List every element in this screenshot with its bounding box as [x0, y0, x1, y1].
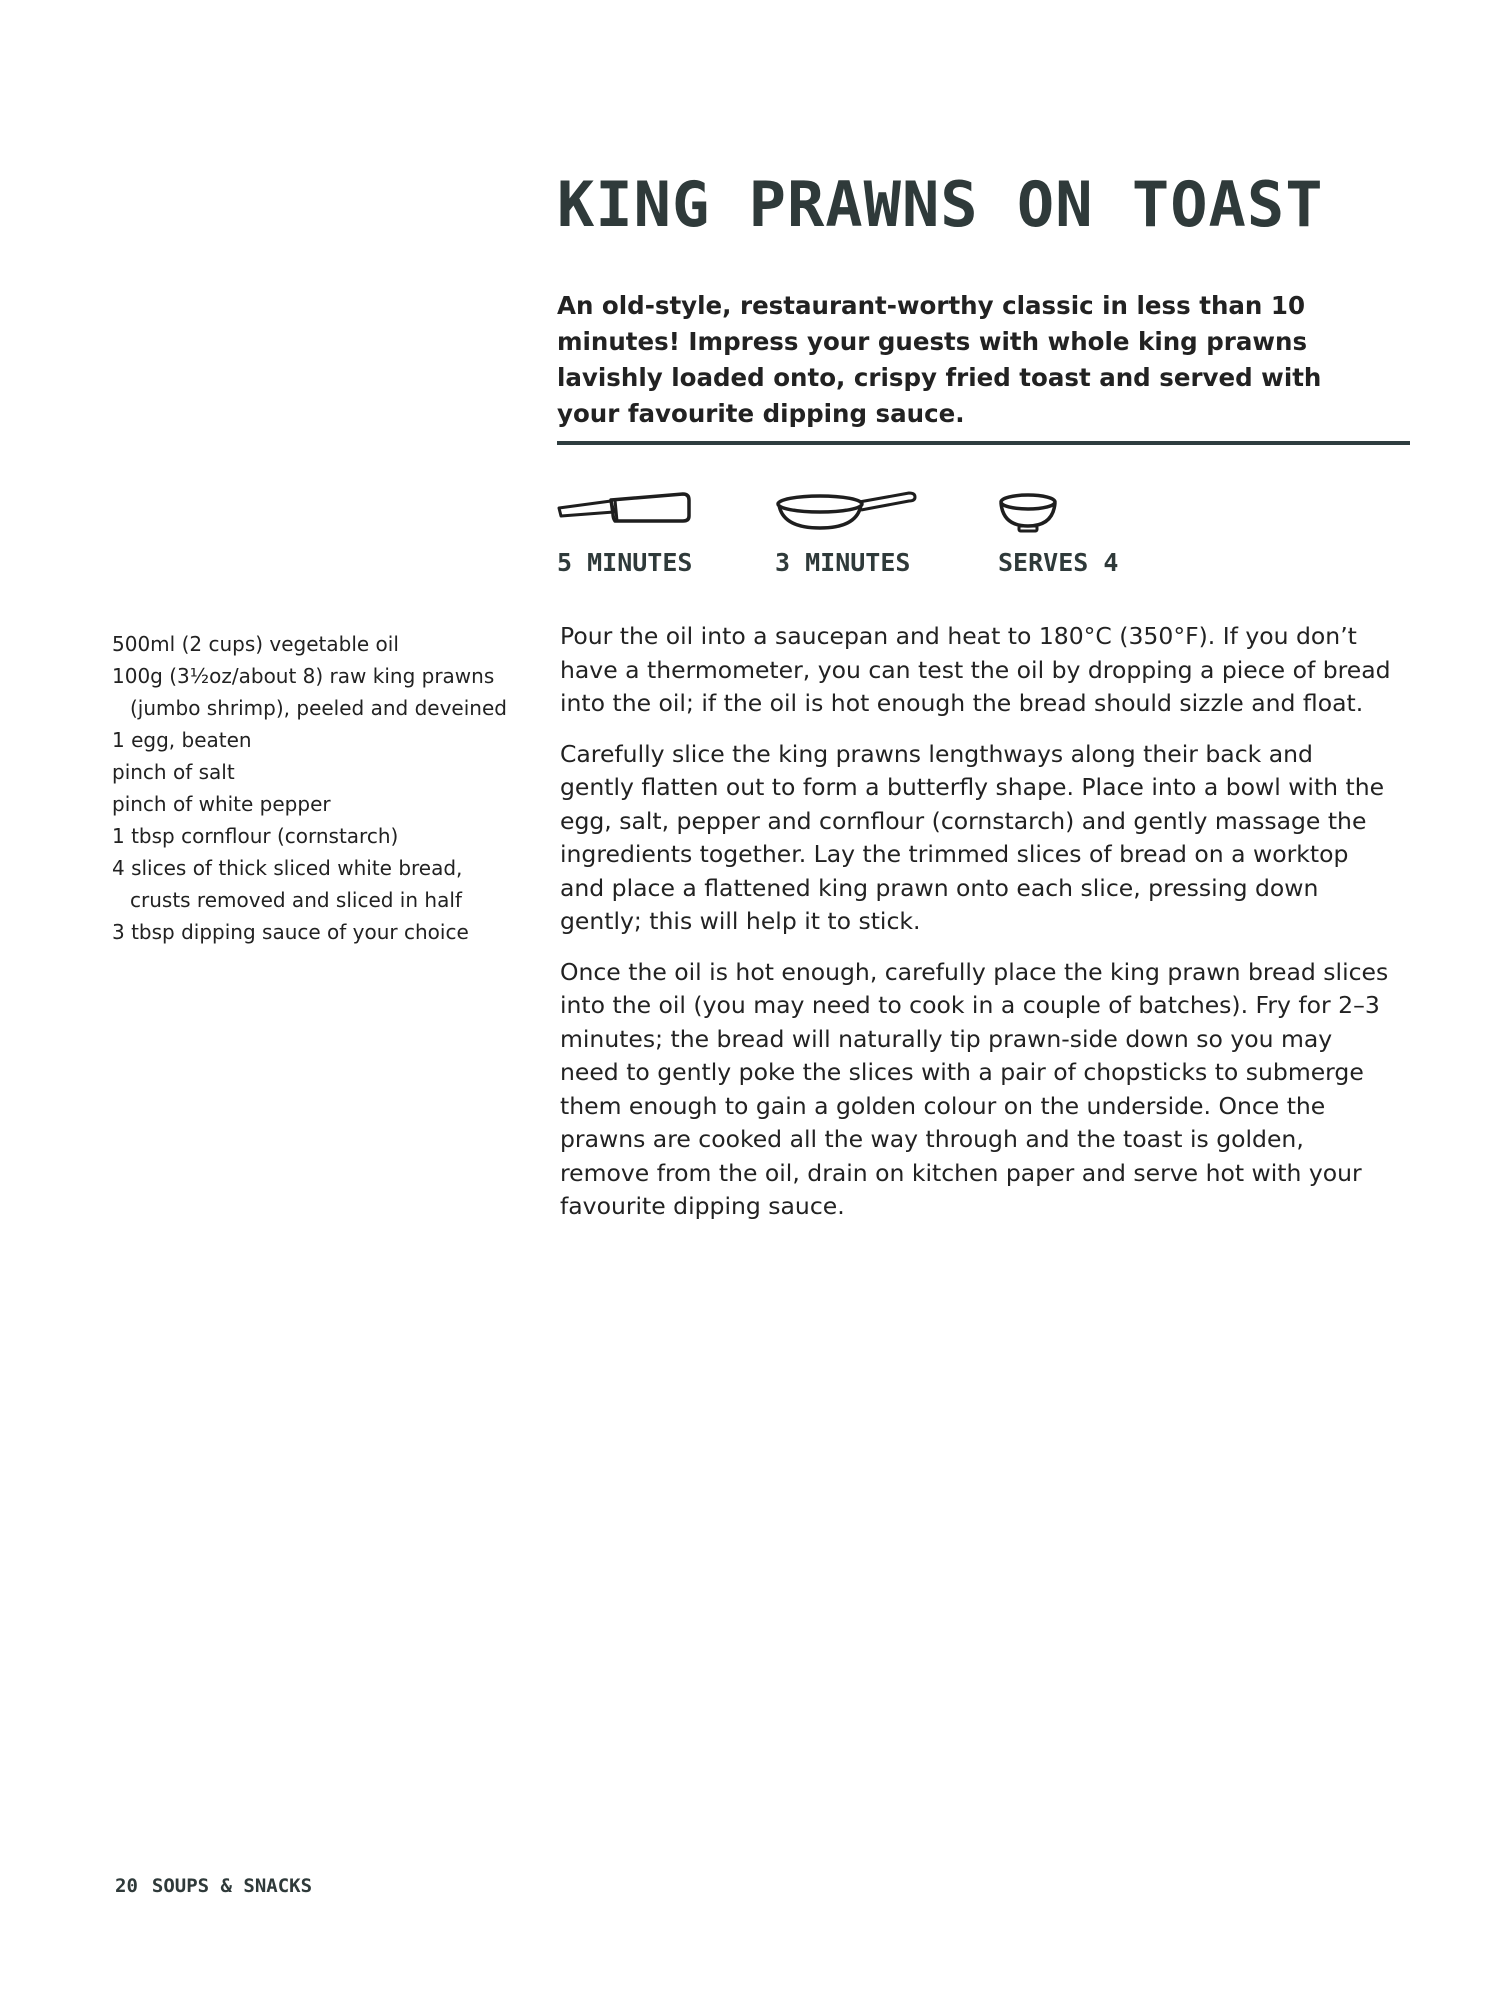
bowl-icon: [998, 488, 1058, 536]
ingredient-item: 100g (3½oz/about 8) raw king prawns (jumbo shrimp), peeled and deveined: [112, 664, 507, 720]
ingredient-item: 1 tbsp cornflour (cornstarch): [112, 824, 399, 848]
prep-time: [557, 488, 777, 577]
ingredient-item: 4 slices of thick sliced white bread, crusts removed and sliced in half: [112, 856, 463, 912]
cook-time: [775, 488, 995, 577]
prep-time-label: 5 MINUTES: [557, 548, 693, 577]
ingredient-item: 500ml (2 cups) vegetable oil: [112, 632, 399, 656]
servings: [998, 488, 1218, 577]
cleaver-knife-icon: [557, 488, 697, 532]
ingredient-item: 1 egg, beaten: [112, 728, 252, 752]
ingredient-item: 3 tbsp dipping sauce of your choice: [112, 920, 469, 944]
method-paragraph: Pour the oil into a saucepan and heat to 180°C (350°F). If you don’t have a thermometer, you can test the oil by dropping a piece of bread into the oil; if the oil is hot enough the bread should sizzle and float.: [560, 622, 1391, 717]
method-paragraph: Once the oil is hot enough, carefully place the king prawn bread slices into the oil (you may need to cook in a couple of batches). Fry for 2–3 minutes; the bread will naturally tip prawn-side down so you may need to gently poke the slices with a pair of chopsticks to submerge them enough to gain a golden colour on the underside. Once the prawns are cooked all the way through and the toast is golden, remove from the oil, drain on kitchen paper and serve hot with your favourite dipping sauce.: [560, 957, 1389, 1220]
recipe-title: KING PRAWNS ON TOAST: [557, 168, 1324, 241]
cook-time-label: 3 MINUTES: [775, 548, 911, 577]
servings-label: SERVES 4: [998, 548, 1119, 577]
frying-pan-icon: [775, 488, 925, 532]
method-steps: [560, 620, 1392, 1241]
ingredient-item: pinch of white pepper: [112, 792, 331, 816]
recipe-intro: An old-style, restaurant-worthy classic in less than 10 minutes! Impress your guests with whole king prawns lavishly loaded onto, crispy fried toast and served with your favourite dipping sauce.: [557, 291, 1322, 428]
page-footer: [115, 1875, 312, 1897]
ingredient-list: [112, 628, 512, 948]
page-number: 20: [115, 1875, 138, 1897]
section-name: SOUPS & SNACKS: [151, 1875, 313, 1897]
divider-rule: [557, 441, 1410, 445]
ingredient-item: pinch of salt: [112, 760, 235, 784]
method-paragraph: Carefully slice the king prawns lengthways along their back and gently flatten out to form a butterfly shape. Place into a bowl with the egg, salt, pepper and cornflour (cornstarch) and gently massage the ingredients together. Lay the trimmed slices of bread on a worktop and place a flattened king prawn onto each slice, pressing down gently; this will help it to stick.: [560, 739, 1385, 935]
